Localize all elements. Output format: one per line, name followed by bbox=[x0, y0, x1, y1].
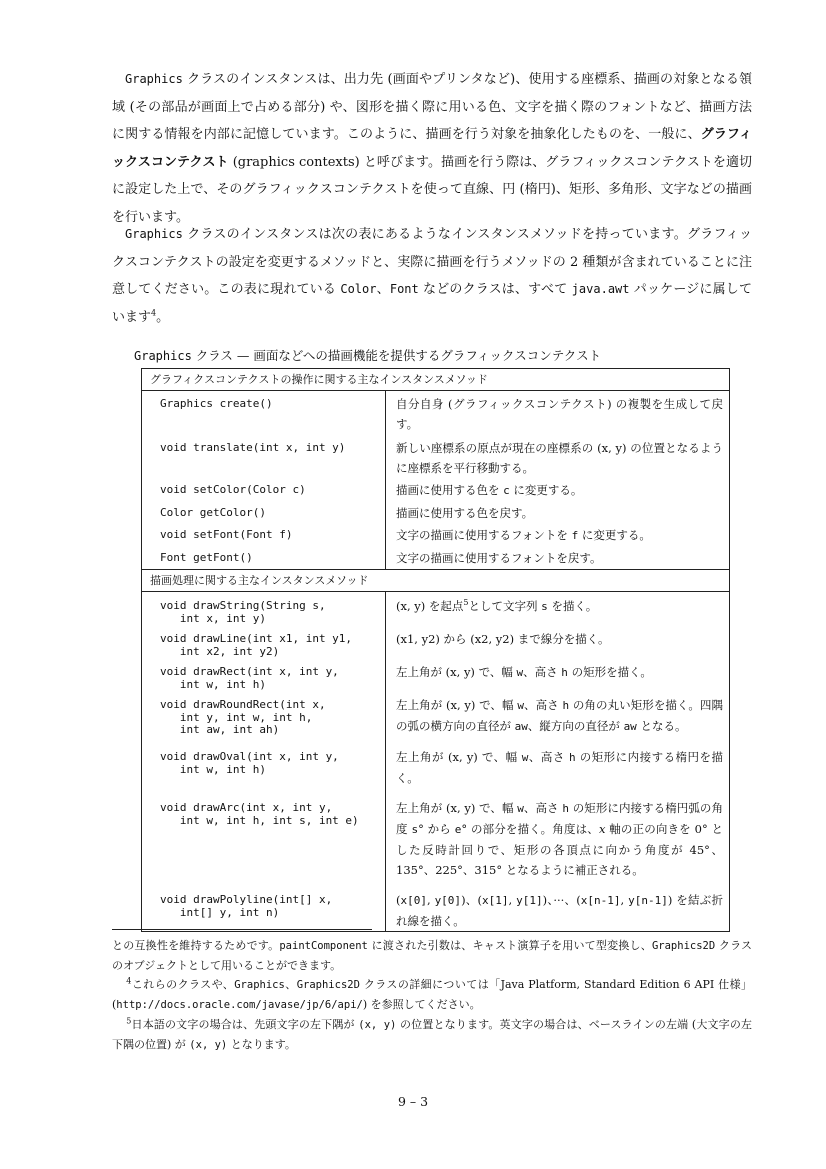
text: これらのクラスや、 bbox=[131, 978, 235, 991]
text: 新しい座標系の原点が現在の座標系の (x, y) の位置となるように座標系を平行移動する。 bbox=[396, 441, 723, 475]
code-java-awt: java.awt bbox=[571, 282, 630, 296]
table-row bbox=[142, 625, 729, 658]
text: クラスのインスタンスは、出力先 (画面やプリンタなど)、使用する座標系、描画の対象となる領域 (その部品が画面上で占める部分) や、図形を描く際に用いる色、文字を描く際のフォントなど、描画方法に関する情報を内部に記憶しています。このように、描画を行う対象を抽象化したものを、一般に、 bbox=[112, 72, 752, 142]
section-header-context: グラフィクスコンテクストの操作に関する主なインスタンスメソッド bbox=[142, 369, 729, 391]
code: w bbox=[517, 699, 524, 712]
code: h bbox=[562, 802, 569, 815]
text: 、 bbox=[284, 978, 297, 991]
code-font: Font bbox=[389, 282, 419, 296]
code: Graphics bbox=[234, 979, 285, 991]
code: s bbox=[411, 823, 419, 836]
text: ° から bbox=[418, 822, 455, 836]
method-signature: void setColor(Color c) bbox=[142, 479, 386, 502]
code-url: http://docs.oracle.com/javase/jp/6/api/ bbox=[116, 999, 363, 1011]
code: h bbox=[561, 666, 568, 679]
term-graphics-context: グラフィックスコンテクスト bbox=[112, 127, 752, 170]
method-signature: Color getColor() bbox=[142, 502, 386, 524]
math-var: x bbox=[598, 822, 606, 836]
method-signature: void setFont(Font f) bbox=[142, 524, 386, 547]
footnote-rule bbox=[112, 929, 372, 930]
code: h bbox=[562, 699, 570, 712]
text: などのクラスは、すべて bbox=[418, 282, 572, 297]
text: 、高さ bbox=[523, 698, 563, 712]
code: w bbox=[516, 666, 524, 679]
code: e bbox=[454, 823, 462, 836]
code: Graphics2D bbox=[296, 979, 360, 991]
method-description bbox=[386, 658, 729, 691]
code: w bbox=[517, 802, 524, 815]
table-row bbox=[142, 391, 729, 435]
method-description bbox=[386, 502, 729, 524]
text: となります。 bbox=[227, 1038, 296, 1051]
footnote-4 bbox=[112, 975, 752, 1015]
code: y[1] bbox=[516, 894, 543, 907]
method-description bbox=[386, 524, 729, 547]
method-signature: void drawArc(int x, int y, int w, int h, int s, int e) bbox=[142, 794, 386, 886]
text: 、 bbox=[376, 282, 390, 297]
text: の位置となります。英文字の場合は、ベースラインの左端 (大文字の左下隅の位置) が bbox=[112, 1018, 752, 1051]
code: (x, y) bbox=[358, 1019, 397, 1031]
text: ) を結ぶ折れ線を描く。 bbox=[396, 893, 723, 928]
method-signature: void drawRect(int x, int y, int w, int h) bbox=[142, 658, 386, 691]
text: 。 bbox=[156, 309, 170, 325]
code: h bbox=[568, 751, 576, 764]
method-table bbox=[141, 368, 730, 932]
code: aw bbox=[623, 720, 637, 733]
text: クラスのインスタンスは次の表にあるようなインスタンスメソッドを持っています。グラフィックスコンテクストの設定を変更するメソッドと、実際に描画を行うメソッドの 2 種類が含まれていることに注意してください。この表に現れている bbox=[112, 227, 752, 297]
method-signature: void drawLine(int x1, int y1, int x2, int y2) bbox=[142, 625, 386, 658]
text: 描画に使用する色を bbox=[396, 483, 504, 497]
table-row bbox=[142, 658, 729, 691]
code: aw bbox=[514, 720, 528, 733]
code: x[0] bbox=[400, 894, 427, 907]
footnote-5 bbox=[112, 1015, 752, 1055]
code: Graphics2D bbox=[651, 940, 716, 952]
method-description bbox=[386, 435, 729, 479]
page-number: 9 – 3 bbox=[397, 1094, 429, 1109]
method-signature: void drawPolyline(int[] x, int[] y, int n) bbox=[142, 886, 386, 931]
text: , bbox=[508, 893, 517, 907]
method-signature: Font getFont() bbox=[142, 547, 386, 569]
code: y[n-1] bbox=[628, 894, 668, 907]
text: の矩形を描く。 bbox=[567, 665, 652, 679]
method-signature: void drawRoundRect(int x, int y, int w, int h, int aw, int ah) bbox=[142, 691, 386, 743]
text: 文字の描画に使用するフォントを戻す。 bbox=[396, 551, 602, 565]
footnote-number: 4 bbox=[126, 976, 132, 986]
text: (x1, y2) から (x2, y2) まで線分を描く。 bbox=[396, 632, 610, 646]
method-signature: Graphics create() bbox=[142, 391, 386, 435]
method-description bbox=[386, 886, 729, 931]
table-row bbox=[142, 691, 729, 743]
code: x[1] bbox=[482, 894, 509, 907]
text: との互換性を維持するためです。 bbox=[112, 939, 280, 952]
text: に変更する。 bbox=[578, 528, 651, 542]
text: )、···、( bbox=[542, 893, 581, 907]
code: x[n-1] bbox=[580, 894, 621, 907]
table-row bbox=[142, 592, 729, 625]
paragraph-2 bbox=[112, 221, 752, 331]
method-description bbox=[386, 547, 729, 569]
caption-code: Graphics bbox=[134, 349, 192, 363]
table-row bbox=[142, 435, 729, 479]
text: ) を参照してください。 bbox=[362, 998, 481, 1011]
footnote-ref-4: 4 bbox=[151, 308, 157, 318]
code: c bbox=[503, 484, 510, 497]
footnotes bbox=[112, 936, 752, 1055]
text: , bbox=[620, 893, 629, 907]
text: 、高さ bbox=[528, 750, 569, 764]
method-description bbox=[386, 743, 729, 794]
text: 左上角が (x, y) で、幅 bbox=[396, 698, 518, 712]
text: 、縦方向の直径が bbox=[527, 719, 624, 733]
footnote-number: 5 bbox=[126, 1016, 132, 1026]
text: (x, y) を起点 bbox=[396, 599, 464, 613]
text: として文字列 bbox=[468, 599, 542, 613]
text: となる。 bbox=[636, 719, 687, 733]
code: s bbox=[541, 600, 548, 613]
text: 文字の描画に使用するフォントを bbox=[396, 528, 572, 542]
method-description bbox=[386, 691, 729, 743]
text: 左上角が (x, y) で、幅 bbox=[396, 801, 518, 815]
table-caption bbox=[134, 346, 601, 364]
text: (graphics contexts) と呼びます。描画を行う際は、グラフィックスコンテクストを適切に設定した上で、そのグラフィックスコンテクストを使って直線、円 (楕円)、矩形、多角形、文字などの描画を行います。 bbox=[112, 154, 752, 225]
text: パッケージに属しています bbox=[112, 282, 752, 325]
method-description bbox=[386, 592, 729, 625]
section-header-drawing: 描画処理に関する主なインスタンスメソッド bbox=[142, 569, 729, 592]
text: に変更する。 bbox=[509, 483, 583, 497]
text: の矩形に内接する楕円弧の角度 bbox=[396, 801, 723, 836]
text: 左上角が (x, y) で、幅 bbox=[396, 665, 517, 679]
footnote-continued bbox=[112, 936, 752, 975]
method-signature: void drawString(String s, int x, int y) bbox=[142, 592, 386, 625]
table-row bbox=[142, 547, 729, 569]
footnote-ref: 5 bbox=[463, 598, 469, 608]
table-row bbox=[142, 479, 729, 502]
code: (x, y) bbox=[189, 1039, 228, 1051]
method-description bbox=[386, 391, 729, 435]
text: )、( bbox=[461, 893, 483, 907]
code-graphics: Graphics bbox=[125, 227, 183, 241]
method-description bbox=[386, 479, 729, 502]
text: ° の部分を描く。角度は、 bbox=[461, 822, 599, 836]
code: y[0] bbox=[434, 894, 462, 907]
method-description bbox=[386, 794, 729, 886]
text: の角の丸い矩形を描く。四隅の弧の横方向の直径が bbox=[396, 698, 723, 733]
method-signature: void translate(int x, int y) bbox=[142, 435, 386, 479]
text: 自分自身 (グラフィックスコンテクスト) の複製を生成して戻す。 bbox=[396, 397, 723, 431]
paragraph-1 bbox=[112, 66, 752, 231]
code: paintComponent bbox=[279, 940, 368, 952]
text: 、高さ bbox=[523, 665, 562, 679]
table-row bbox=[142, 502, 729, 524]
caption-text: クラス — 画面などへの描画機能を提供するグラフィックスコンテクスト bbox=[191, 348, 602, 363]
text: 左上角が (x, y) で、幅 bbox=[396, 750, 522, 764]
table-row bbox=[142, 743, 729, 794]
text: , bbox=[427, 893, 435, 907]
drawing-methods bbox=[142, 592, 729, 931]
text: 描画に使用する色を戻す。 bbox=[396, 506, 534, 520]
text: クラスの詳細については「Java Platform, Standard Edition 6 API 仕様」( bbox=[112, 978, 753, 1011]
method-signature: void drawOval(int x, int y, int w, int h) bbox=[142, 743, 386, 794]
text: に渡された引数は、キャスト演算子を用いて型変換し、 bbox=[367, 939, 652, 952]
code: w bbox=[521, 751, 529, 764]
text: を描く。 bbox=[547, 599, 598, 613]
table-row bbox=[142, 524, 729, 547]
context-methods bbox=[142, 391, 729, 569]
text: 日本語の文字の場合は、先頭文字の左下隅が bbox=[131, 1018, 359, 1031]
code-graphics: Graphics bbox=[125, 72, 183, 86]
table-row bbox=[142, 886, 729, 931]
text: 、高さ bbox=[523, 801, 563, 815]
method-description bbox=[386, 625, 729, 658]
text: クラスのオブジェクトとして用いることができます。 bbox=[112, 939, 752, 972]
text: の矩形に内接する楕円を描く。 bbox=[396, 750, 724, 785]
code: f bbox=[571, 529, 579, 542]
text: 軸の正の向きを 0° とした反時計回りで、矩形の各頂点に向かう角度が 45°、135°、225°、315° となるように補正される。 bbox=[396, 822, 724, 877]
text: ( bbox=[396, 893, 401, 907]
table-row bbox=[142, 794, 729, 886]
code-color: Color bbox=[340, 282, 377, 296]
